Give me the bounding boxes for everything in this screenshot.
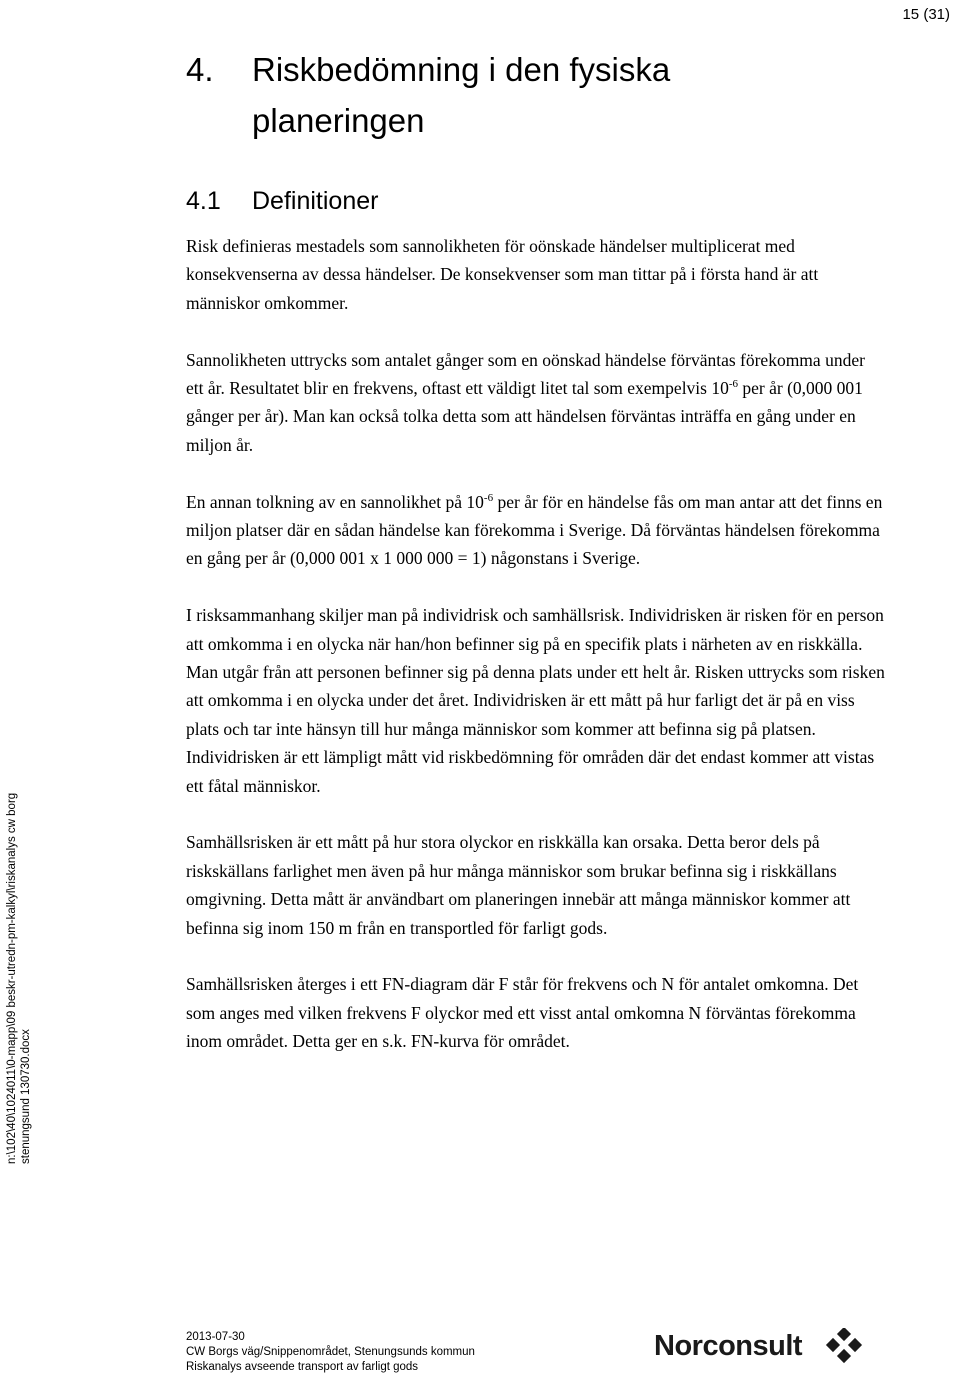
file-path-line-2: stenungsund 130730.docx (20, 1029, 32, 1164)
paragraph-probability (186, 346, 886, 460)
footer-date: 2013-07-30 (186, 1331, 245, 1343)
exponent: -6 (728, 378, 739, 391)
paragraph-interpretation (186, 488, 886, 573)
chapter-number: 4. (186, 51, 214, 88)
footer-subject: Riskanalys avseende transport av farligt gods (186, 1361, 419, 1373)
chapter-heading (186, 44, 886, 146)
paragraph-interpretation-part-2: per år för en händelse fås om man antar att det finns en miljon platser där en sådan händelse kan förekomma i Sverige. Då förväntas händelsen förekomma en gång per år (0,000 001 x 1 000 000 = 1) någonstans i Sverige. (186, 491, 883, 569)
paragraph-fn-diagram: Samhällsrisken återges i ett FN-diagram där F står för frekvens och N för antalet omkomna. Det som anges med vilken frekvens F olyckor med ett visst antal omkomna N förväntas förekomma inom området. Detta ger en s.k. FN-kurva för området. (186, 974, 859, 1052)
paragraph-interpretation-part-1: En annan tolkning av en sannolikhet på 10 (186, 491, 484, 512)
section-heading (186, 187, 886, 216)
chapter-title-line-1: Riskbedömning i den fysiska (252, 51, 671, 88)
section-number: 4.1 (186, 187, 221, 215)
exponent: -6 (483, 491, 494, 504)
norconsult-logo (654, 1328, 866, 1372)
paragraph-probability-part-2: per år (0,000 001 gånger per år). Man kan också tolka detta som att händelsen förväntas inträffa en gång under en miljon år. (186, 378, 863, 455)
paragraph-societal-risk: Samhällsrisken är ett mått på hur stora olyckor en riskkälla kan orsaka. Detta beror dels på riskskällans farlighet men även på hur många människor som brukar befinna sig i riskkällans omgivning. Detta mått är användbart om planeringen innebär att många människor kommer att befinna sig inom 150 m från en transportled för farligt gods. (186, 832, 851, 938)
section-title: Definitioner (252, 187, 379, 215)
paragraph-probability-part-1: Sannolikheten uttrycks som antalet gånger som en oönskad händelse förväntas förekomma under ett år. Resultatet blir en frekvens, oftast ett väldigt litet tal som exempelvis 10 (186, 349, 865, 399)
file-path-line-1: n:\102\40\1024011\0-mapp\09 beskr-utredn-pm-kalkyl\riskanalys cw borg (6, 792, 18, 1164)
footer-project: CW Borgs väg/Snippenområdet, Stenungsunds kommun (186, 1346, 475, 1358)
paragraph-risk-definition: Risk definieras mestadels som sannolikheten för oönskade händelser multiplicerat med konsekvenserna av dessa händelser. De konsekvenser som man tittar på i första hand är att människor omkommer. (186, 236, 819, 313)
chapter-title-line-2: planeringen (252, 102, 425, 139)
paragraph-individual-risk: I risksammanhang skiljer man på individrisk och samhällsrisk. Individrisken är risken för en person att omkomma i en olycka när han/hon befinner sig på en specifik plats i närheten av en riskkälla. Man utgår från att personen befinner sig på denna plats under ett helt år. Risken uttrycks som risken att omkomma i en olycka under det året. Individrisken är ett mått på hur farligt det är på en viss plats och tar inte hänsyn till hur många människor som kommer att befinna sig på platsen. Individrisken är ett lämpligt mått vid riskbedömning för områden där det endast kommer att vistas ett fåtal människor. (186, 605, 885, 796)
logo-wordmark: Norconsult (654, 1330, 803, 1362)
file-path-margin (0, 790, 44, 1170)
page-number: 15 (31) (902, 6, 950, 23)
diamond-mark-icon (824, 1328, 864, 1368)
page-footer (186, 1330, 475, 1375)
body-text (186, 232, 886, 1084)
